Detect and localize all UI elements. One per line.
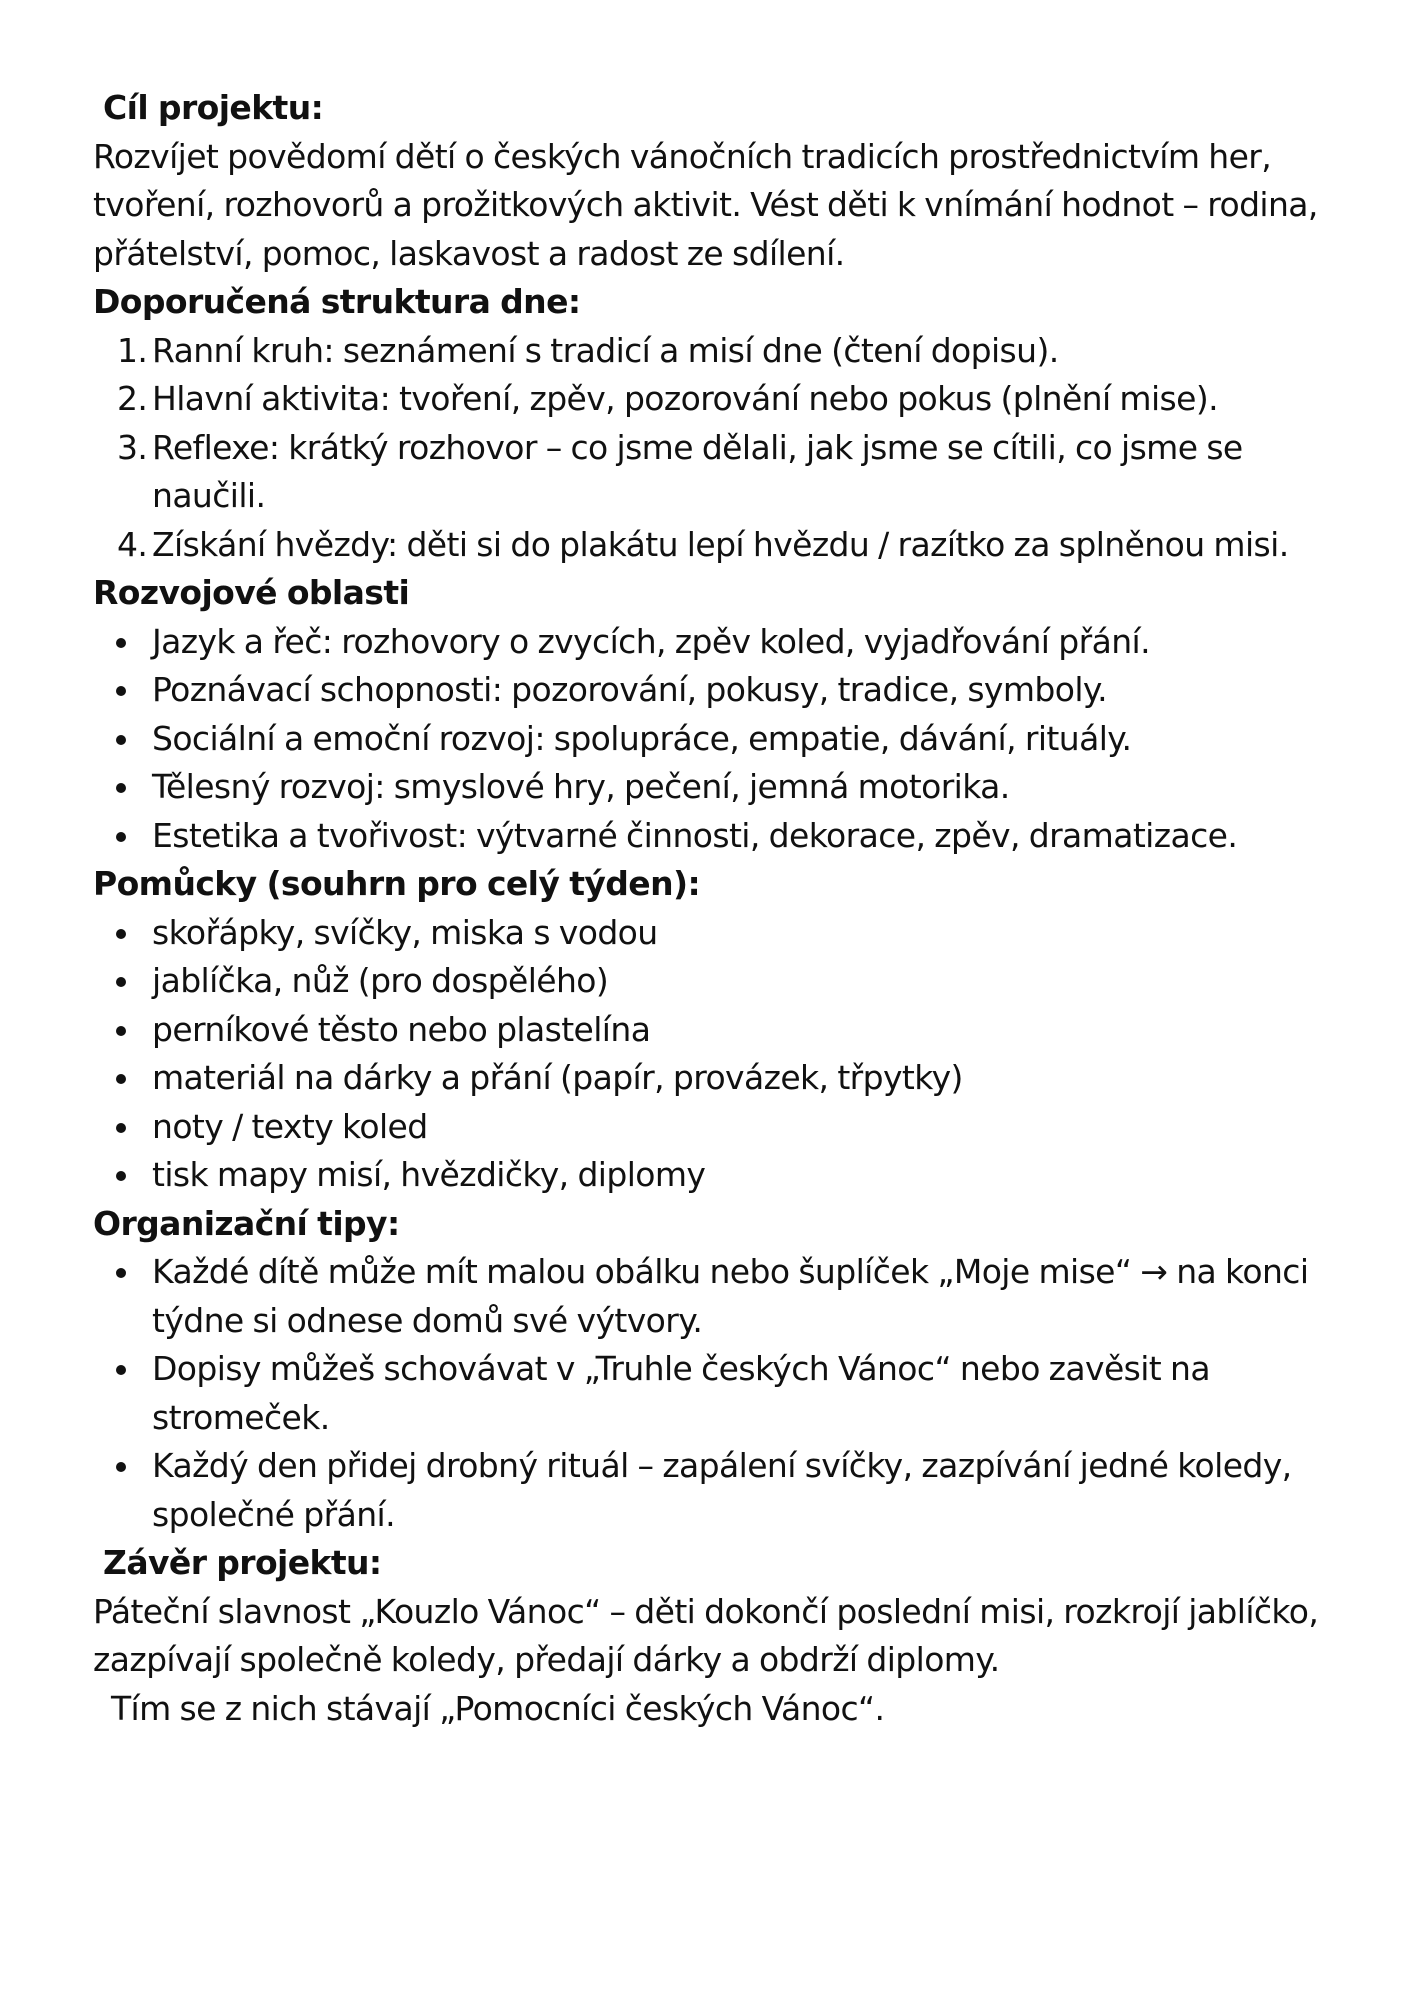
tips-list: [93, 1248, 1353, 1539]
areas-section: [93, 569, 1353, 860]
conclusion-section: [93, 1539, 1353, 1733]
list-item-text: Estetika a tvořivost: výtvarné činnosti, dekorace, zpěv, dramatizace.: [152, 815, 1238, 855]
bullet-icon: [116, 1365, 126, 1375]
supplies-section: [93, 860, 1353, 1200]
list-item: [93, 1151, 1353, 1200]
list-item-text: Dopisy můžeš schovávat v „Truhle českých Vánoc“ nebo zavěsit na stromeček.: [152, 1349, 1210, 1437]
list-item-text: skořápky, svíčky, miska s vodou: [152, 912, 658, 952]
list-item: [93, 1054, 1353, 1103]
bullet-icon: [116, 1171, 126, 1181]
list-item: [93, 957, 1353, 1006]
conclusion-heading: Závěr projektu:: [103, 1543, 382, 1582]
structure-item: [93, 327, 1353, 376]
tips-section: [93, 1200, 1353, 1540]
document-page: [93, 84, 1353, 1733]
list-number: 4.: [117, 524, 148, 564]
supplies-list: [93, 909, 1353, 1200]
bullet-icon: [116, 735, 126, 745]
structure-list: [93, 327, 1353, 570]
list-item: [93, 1442, 1353, 1539]
list-item-text: materiál na dárky a přání (papír, provázek, třpytky): [152, 1058, 963, 1097]
goal-heading: Cíl projektu:: [103, 88, 324, 127]
list-item-text: Poznávací schopnosti: pozorování, pokusy, tradice, symboly.: [152, 670, 1108, 709]
list-item: [93, 812, 1353, 861]
list-item-text: perníkové těsto nebo plastelína: [152, 1009, 651, 1049]
list-number: 2.: [117, 379, 148, 418]
bullet-icon: [116, 1123, 126, 1133]
list-item-text: noty / texty koled: [152, 1106, 428, 1146]
list-item: [93, 618, 1353, 667]
list-item-text: Jazyk a řeč: rozhovory o zvycích, zpěv koled, vyjadřování přání.: [152, 621, 1150, 661]
bullet-icon: [116, 1268, 126, 1278]
list-item: [93, 1248, 1353, 1345]
list-item: [93, 909, 1353, 958]
goal-section: [93, 84, 1353, 278]
list-item: [93, 763, 1353, 812]
supplies-heading: Pomůcky (souhrn pro celý týden):: [93, 864, 701, 903]
list-number: 1.: [117, 330, 148, 370]
structure-item-text: Hlavní aktivita: tvoření, zpěv, pozorování nebo pokus (plnění mise).: [152, 379, 1218, 418]
bullet-icon: [116, 686, 126, 696]
conclusion-closing: Tím se z nich stávají „Pomocníci českých Vánoc“.: [111, 1688, 885, 1728]
bullet-icon: [116, 1074, 126, 1084]
structure-item: [93, 424, 1353, 521]
bullet-icon: [116, 977, 126, 987]
bullet-icon: [116, 832, 126, 842]
structure-heading: Doporučená struktura dne:: [93, 282, 581, 321]
conclusion-text: Páteční slavnost „Kouzlo Vánoc“ – děti dokončí poslední misi, rozkrojí jablíčko, zazpívají společně koledy, předají dárky a obdrží diplomy.: [93, 1591, 1319, 1679]
tips-heading: Organizační tipy:: [93, 1203, 400, 1243]
list-item: [93, 1103, 1353, 1152]
bullet-icon: [116, 638, 126, 648]
bullet-icon: [116, 783, 126, 793]
areas-heading: Rozvojové oblasti: [93, 573, 410, 612]
list-item: [93, 1345, 1353, 1442]
list-item-text: Sociální a emoční rozvoj: spolupráce, empatie, dávání, rituály.: [152, 718, 1132, 758]
list-number: 3.: [117, 427, 148, 467]
list-item: [93, 1006, 1353, 1055]
structure-item-text: Ranní kruh: seznámení s tradicí a misí dne (čtení dopisu).: [152, 330, 1059, 370]
list-item-text: jablíčka, nůž (pro dospělého): [152, 961, 609, 1000]
structure-item-text: Získání hvězdy: děti si do plakátu lepí hvězdu / razítko za splněnou misi.: [152, 524, 1289, 564]
areas-list: [93, 618, 1353, 861]
list-item: [93, 666, 1353, 715]
bullet-icon: [116, 929, 126, 939]
structure-item-text: Reflexe: krátký rozhovor – co jsme dělali, jak jsme se cítili, co jsme se naučili.: [152, 427, 1243, 515]
list-item: [93, 715, 1353, 764]
list-item-text: Každý den přidej drobný rituál – zapálení svíčky, zazpívání jedné koledy, společné přání.: [152, 1446, 1292, 1534]
bullet-icon: [116, 1026, 126, 1036]
list-item-text: tisk mapy misí, hvězdičky, diplomy: [152, 1155, 706, 1194]
list-item-text: Tělesný rozvoj: smyslové hry, pečení, jemná motorika.: [152, 767, 1010, 806]
structure-item: [93, 521, 1353, 570]
structure-section: [93, 278, 1353, 569]
structure-item: [93, 375, 1353, 424]
bullet-icon: [116, 1462, 126, 1472]
list-item-text: Každé dítě může mít malou obálku nebo šuplíček „Moje mise“ → na konci týdne si odnese domů své výtvory.: [152, 1252, 1309, 1340]
goal-text: Rozvíjet povědomí dětí o českých vánočních tradicích prostřednictvím her, tvoření, rozhovorů a prožitkových aktivit. Vést děti k vnímání hodnot – rodina, přátelství, pomoc, laskavost a radost ze sdílení.: [93, 136, 1318, 273]
